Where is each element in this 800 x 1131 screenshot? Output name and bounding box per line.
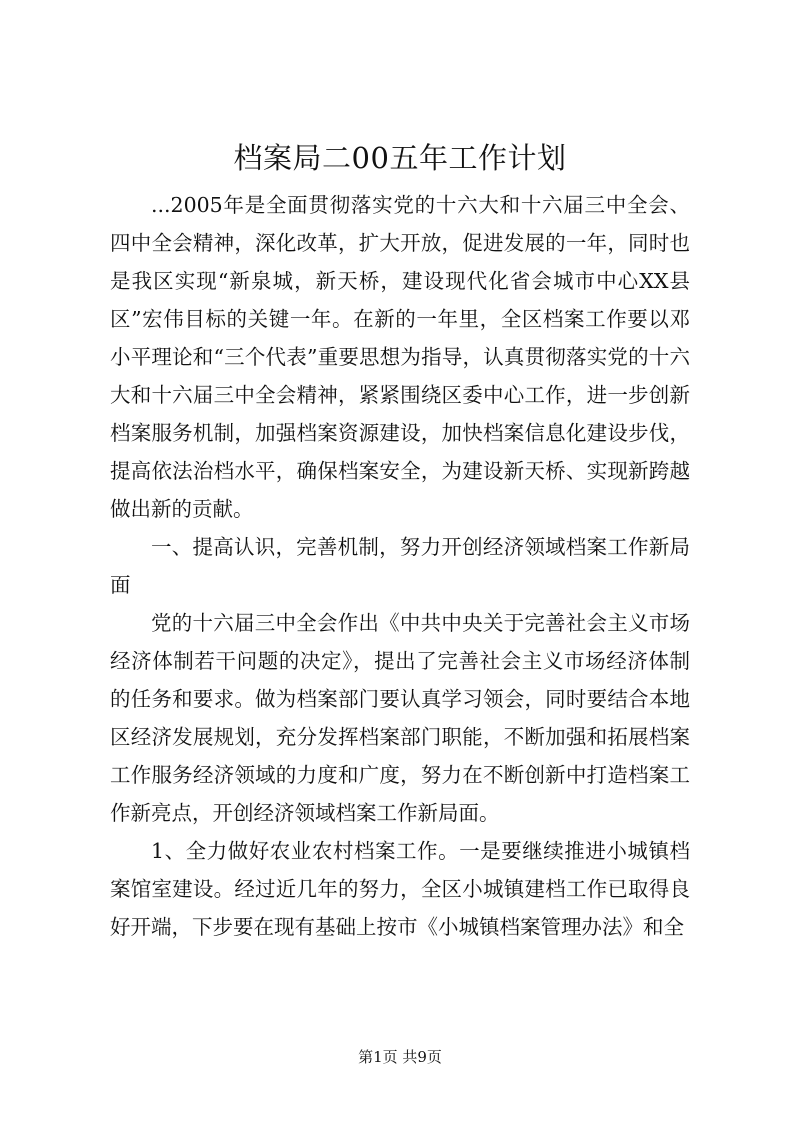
paragraph-intro: ...2005年是全面贯彻落实党的十六大和十六届三中全会、四中全会精神，深化改革，扩大开放，促进发展的一年，同时也是我区实现“新泉城，新天桥，建设现代化省会城市中心XX县区”宏伟目标的关键一年。在新的一年里，全区档案工作要以邓小平理论和“三个代表”重要思想为指导，认真贯彻落实党的十六大和十六届三中全会精神，紧紧围绕区委中心工作，进一步创新档案服务机制，加强档案资源建设，加快档案信息化建设步伐，提高依法治档水平，确保档案安全，为建设新天桥、实现新跨越做出新的贡献。 [110,193,690,521]
paragraph-section-1: 党的十六届三中全会作出《中共中央关于完善社会主义市场经济体制若干问题的决定》，提出了完善社会主义市场经济体制的任务和要求。做为档案部门要认真学习领会，同时要结合本地区经济发展规划，充分发挥档案部门职能，不断加强和拓展档案工作服务经济领域的力度和广度，努力在不断创新中打造档案工作新亮点，开创经济领域档案工作新局面。 [110,611,690,825]
document-title: 档案局二00五年工作计划 [233,141,567,175]
document-body [110,186,690,946]
section-heading-1: 一、提高认识，完善机制，努力开创经济领域档案工作新局面 [110,535,690,597]
page-footer: 第1页 共9页 [358,1048,442,1066]
paragraph-item-1: 1、全力做好农业农村档案工作。一是要继续推进小城镇档案馆室建设。经过近几年的努力，全区小城镇建档工作已取得良好开端，下步要在现有基础上按市《小城镇档案管理办法》和全 [110,839,690,939]
